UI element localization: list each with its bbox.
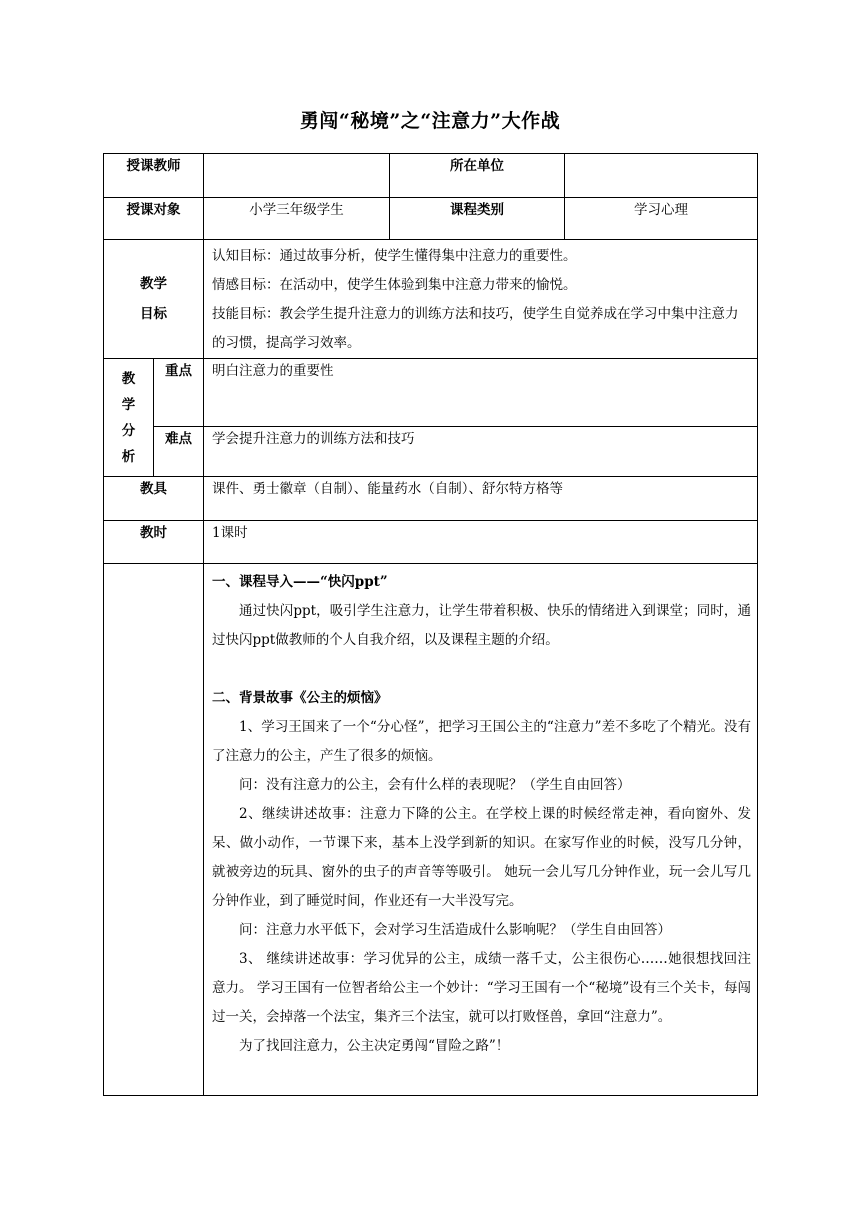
goals-text: [204, 240, 758, 359]
row-process: [104, 564, 758, 1096]
section-2-paragraph-1: 1、学习王国来了一个“分心怪”，把学习王国公主的“注意力”差不多吃了个精光。没有了注意力的公主，产生了很多的烦恼。: [212, 719, 751, 764]
row-key-point: [104, 359, 758, 427]
section-2-paragraph-2: 2、继续讲述故事：注意力下降的公主。在学校上课的时候经常走神，看向窗外、发呆、做小动作，一节课下来，基本上没学到新的知识。在家写作业的时候，没写几分钟，就被旁边的玩具、窗外的虫子的声音等等吸引。 她玩一会儿写几分钟作业，玩一会儿写几分钟作业，到了睡觉时间，作业还有一大半没写完。: [212, 806, 751, 909]
teacher-label: 授课教师: [104, 154, 204, 198]
analysis-char-1: 教: [121, 370, 136, 387]
analysis-char-4: 析: [121, 448, 136, 465]
course-type-label: 课程类别: [390, 198, 565, 240]
section-2-paragraph-3: 3、 继续讲述故事：学习优异的公主，成绩一落千丈，公主很伤心……她很想找回注意力。 学习王国有一位智者给公主一个妙计：“学习王国有一个“秘境”设有三个关卡，每闯过一关，会掉落一个法宝，集齐三个法宝，就可以打败怪兽，拿回“注意力”。: [212, 951, 751, 1025]
row-audience: [104, 198, 758, 240]
section-2-heading: 二、背景故事《公主的烦恼》: [212, 690, 388, 706]
section-2-conclusion: 为了找回注意力，公主决定勇闯“冒险之路”！: [239, 1038, 510, 1054]
tools-label: 教具: [104, 477, 204, 521]
row-goals: [104, 240, 758, 359]
row-teacher: [104, 154, 758, 198]
unit-label: 所在单位: [390, 154, 565, 198]
key-point-label: 重点: [154, 359, 204, 427]
row-tools: [104, 477, 758, 521]
period-label: 教时: [104, 521, 204, 564]
unit-value: [565, 154, 758, 198]
analysis-char-2: 学: [121, 396, 136, 413]
analysis-char-3: 分: [121, 422, 136, 439]
goal-cognitive: 认知目标：通过故事分析，使学生懂得集中注意力的重要性。: [212, 248, 577, 264]
goal-emotional: 情感目标：在活动中，使学生体验到集中注意力带来的愉悦。: [212, 277, 577, 293]
key-point-value: 明白注意力的重要性: [204, 359, 758, 427]
tools-value: 课件、勇士徽章（自制）、能量药水（自制）、舒尔特方格等: [204, 477, 758, 521]
document-title: 勇闯“秘境”之“注意力”大作战: [299, 110, 561, 132]
row-difficulty: [104, 427, 758, 477]
teacher-value: [204, 154, 390, 198]
spacer: [212, 655, 751, 684]
goals-label: [104, 240, 204, 359]
goal-skill: 技能目标：教会学生提升注意力的训练方法和技巧，使学生自觉养成在学习中集中注意力的习惯，提高学习效率。: [212, 306, 739, 351]
section-2-question-2: 问：注意力水平低下，会对学习生活造成什么影响呢？（学生自由回答）: [239, 922, 671, 938]
lesson-plan-table: [103, 153, 758, 1096]
process-content: [204, 564, 758, 1096]
difficulty-label: 难点: [154, 427, 204, 477]
section-1-paragraph: 通过快闪ppt，吸引学生注意力，让学生带着积极、快乐的情绪进入到课堂；同时，通过快闪ppt做教师的个人自我介绍，以及课程主题的介绍。: [212, 603, 751, 648]
section-1-heading: 一、课程导入——“快闪ppt”: [212, 574, 388, 590]
row-period: [104, 521, 758, 564]
audience-label: 授课对象: [104, 198, 204, 240]
process-label-cell: [104, 564, 204, 1096]
course-type-value: 学习心理: [565, 198, 758, 240]
section-2-question-1: 问：没有注意力的公主，会有什么样的表现呢？（学生自由回答）: [239, 777, 631, 793]
period-value: 1课时: [204, 521, 758, 564]
analysis-label: [104, 359, 154, 477]
goals-label-line-2: 目标: [140, 306, 167, 322]
difficulty-value: 学会提升注意力的训练方法和技巧: [204, 427, 758, 477]
goals-label-line-1: 教学: [140, 276, 167, 292]
audience-value: 小学三年级学生: [204, 198, 390, 240]
